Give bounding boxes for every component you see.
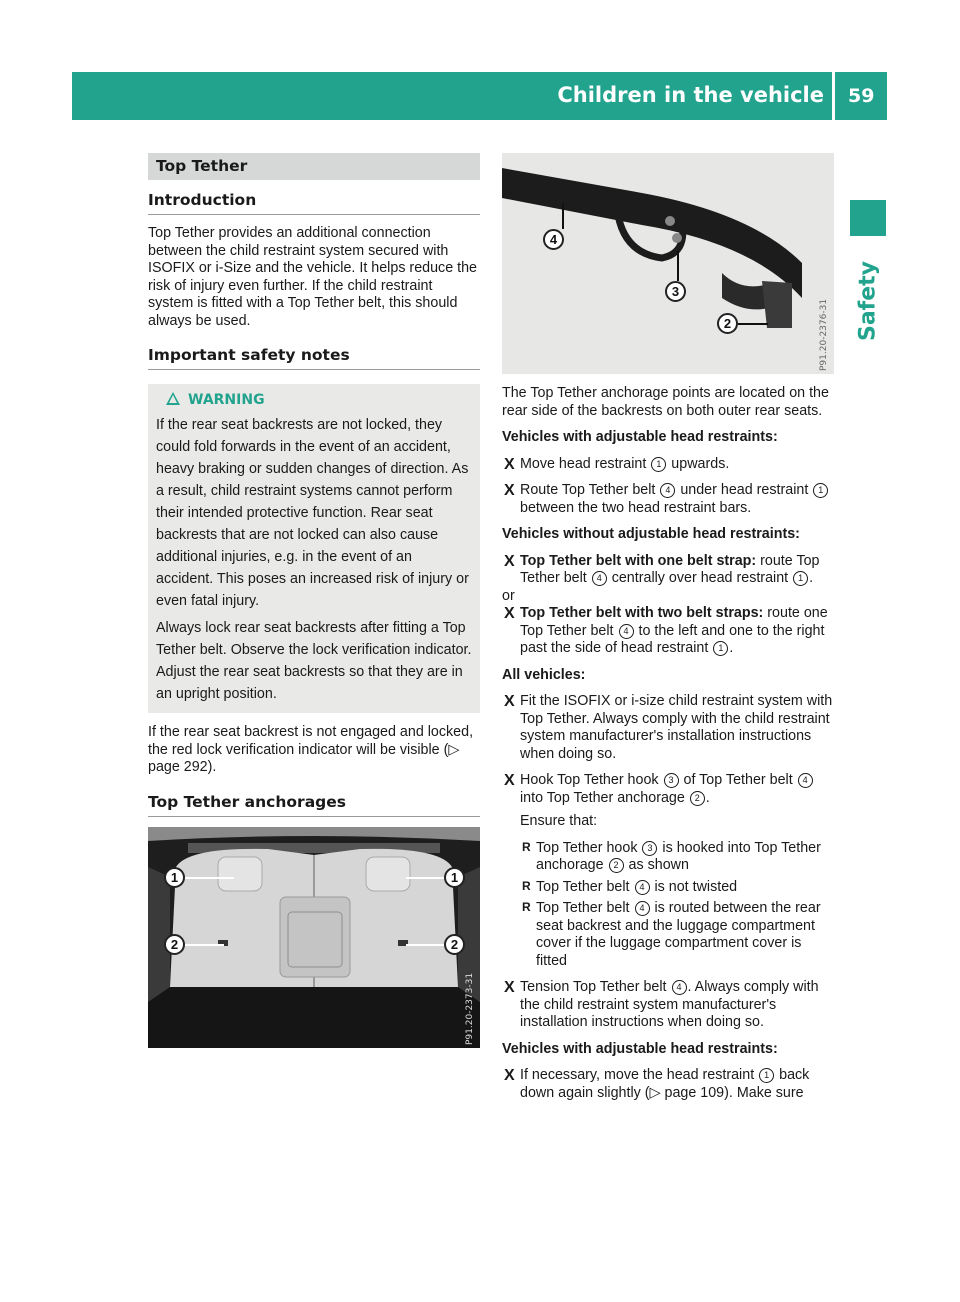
anchorage-location-text: The Top Tether anchorage points are located on the rear side of the backrests on both outer rear seats. [502, 385, 829, 419]
leader-line [738, 323, 768, 325]
warning-box [148, 384, 480, 713]
leader-line [406, 944, 446, 946]
instruction-step: X Top Tether belt with one belt strap: route Top Tether belt 4 centrally over head restraint 1 . [504, 552, 820, 586]
rear-seat-illustration [148, 827, 480, 1048]
header-divider [832, 72, 835, 120]
callout-2-left: 2 [164, 934, 185, 955]
warning-text: If the rear seat backrests are not locked, they could fold forwards in the event of an accident, heavy braking or sudden changes of direction. As a result, child restraint systems cannot perform their intended protective function. Rear seat backrests that are not locked can also cause additional injuries, e.g. in the event of an accident. This poses an increased risk of injury or even fatal injury. [156, 417, 469, 609]
image-code: P91.20-2376-31 [819, 298, 829, 371]
intro-text: Top Tether provides an additional connection between the child restraint system secured with ISOFIX or i-Size and the vehicle. It helps reduce the risk of injury even further. If the child restraint system is fitted with a Top Tether belt, this should always be used. [148, 225, 477, 329]
callout-1-left: 1 [164, 867, 185, 888]
instruction-step: X Top Tether belt with two belt straps: route one Top Tether belt 4 to the left and one to the right past the side of head restraint 1 . [504, 605, 828, 656]
instruction-step: X Hook Top Tether hook 3 of Top Tether belt 4 into Top Tether anchorage 2 . Ensure that: [502, 772, 834, 831]
anchorage-illustration [502, 153, 834, 374]
leader-line [184, 944, 224, 946]
callout-2-right: 2 [444, 934, 465, 955]
warning-advice: Always lock rear seat backrests after fitting a Top Tether belt. Observe the lock verification indicator. Adjust the rear seat backrests so that they are in an upright position. [156, 620, 472, 702]
instruction-step: X Tension Top Tether belt 4 . Always comply with the child restraint system manufacturer's installation instructions when doing so. [504, 979, 819, 1030]
anchorages-heading: Top Tether anchorages [148, 793, 480, 817]
instruction-step: X Fit the ISOFIX or i-size child restraint system with Top Tether. Always comply with the child restraint system manufacturer's installation instructions when doing so. [504, 693, 833, 762]
callout-1-right: 1 [444, 867, 465, 888]
left-column [148, 153, 480, 1048]
leader-line [677, 251, 679, 281]
callout-2: 2 [717, 313, 738, 334]
anchorage-closeup-photo [502, 153, 834, 374]
side-section-label: Safety [855, 260, 881, 342]
warning-header: WARNING [166, 392, 472, 408]
instruction-step: X Move head restraint 1 upwards. [504, 455, 730, 473]
ensure-text: Ensure that: [520, 813, 598, 829]
subheading-all-vehicles: All vehicles: [502, 666, 586, 683]
leader-line [184, 877, 234, 879]
warning-icon [166, 392, 180, 405]
lock-indicator-text: If the rear seat backrest is not engaged and locked, the red lock verification indicator will be visible (▷ page 292). [148, 724, 474, 775]
safety-heading: Important safety notes [148, 346, 480, 370]
callout-3: 3 [665, 281, 686, 302]
instruction-step: X If necessary, move the head restraint 1 back down again slightly (▷ page 109). Make sure [504, 1067, 810, 1101]
callout-4: 4 [543, 229, 564, 250]
intro-heading: Introduction [148, 191, 480, 215]
image-code: P91.20-2373-31 [465, 972, 475, 1045]
leader-line [562, 203, 564, 229]
side-tab-marker [850, 200, 886, 236]
subheading-adjustable-2: Vehicles with adjustable head restraints: [502, 1040, 778, 1057]
section-title: Top Tether [148, 153, 480, 180]
subheading-non-adjustable: Vehicles without adjustable head restraints: [502, 526, 800, 542]
check-item: R Top Tether belt 4 is not twisted [522, 878, 738, 895]
check-item: R Top Tether hook 3 is hooked into Top Tether anchorage 2 as shown [522, 839, 821, 873]
subheading-adjustable: Vehicles with adjustable head restraints: [502, 429, 778, 445]
instruction-step: X Route Top Tether belt 4 under head restraint 1 between the two head restraint bars. [502, 482, 834, 517]
chapter-title: Children in the vehicle [557, 83, 824, 107]
check-item: R Top Tether belt 4 is routed between the rear seat backrest and the luggage compartment cover if the luggage compartment cover is fitted [522, 900, 821, 969]
or-text: or [502, 587, 515, 604]
leader-line [406, 877, 446, 879]
right-column [502, 153, 834, 1102]
luggage-compartment-photo [148, 827, 480, 1048]
page-number: 59 [848, 85, 875, 107]
